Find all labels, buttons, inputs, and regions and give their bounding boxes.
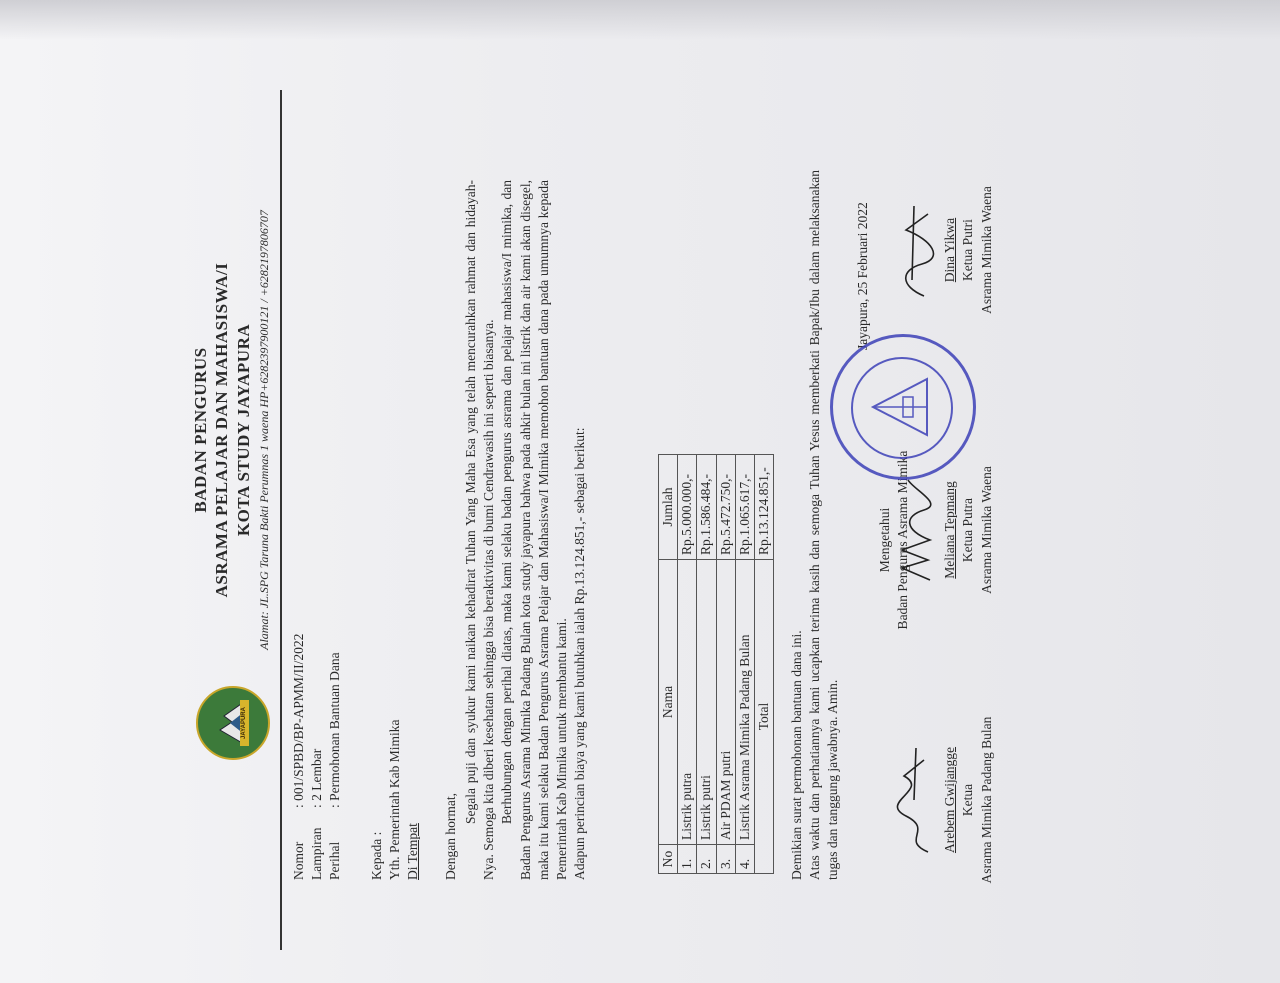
cell-nama: Listrik putra bbox=[678, 560, 697, 845]
meta-key: Perihal bbox=[327, 841, 343, 880]
organization-logo bbox=[196, 686, 270, 760]
signature-scribble bbox=[894, 740, 936, 860]
cell-jumlah: Rp.1.586.484,- bbox=[697, 455, 716, 560]
meta-nomor bbox=[290, 634, 308, 880]
body-paragraph-1: Segala puji dan syukur kami naikan kehadirat Tuhan Yang Maha Esa yang telah mencurahkan rahmat dan hidayah-Nya. Semoga kita diberi kesehatan sehingga bisa beraktivitas di bumi Cendrawasih ini seperti biasanya. bbox=[463, 180, 497, 880]
signature-scribble bbox=[894, 470, 936, 590]
recipient-kepada: Kepada : bbox=[369, 831, 384, 880]
cell-jumlah: Rp.1.065.617,- bbox=[735, 455, 754, 560]
letter-body bbox=[462, 180, 590, 880]
total-value: Rp.13.124.851,- bbox=[755, 455, 774, 560]
letterhead-line-3: KOTA STUDY JAYAPURA bbox=[233, 323, 253, 537]
meta-value: : Permohonan Bantuan Dana bbox=[327, 652, 343, 808]
cell-no: 4. bbox=[735, 845, 754, 874]
signatory-org: Asrama Mimika Padang Bulan bbox=[978, 716, 994, 884]
closing-line-1: Demikian surat permohonan bantuan dana ini. bbox=[789, 630, 804, 880]
signature-scribble bbox=[894, 190, 936, 310]
letterhead-title bbox=[190, 170, 254, 690]
table-row bbox=[697, 455, 716, 874]
cell-jumlah: Rp.5.472.750,- bbox=[716, 455, 735, 560]
letter-meta bbox=[290, 634, 345, 880]
signatory-3 bbox=[894, 150, 996, 350]
table-row bbox=[678, 455, 697, 874]
cell-no: 2. bbox=[697, 845, 716, 874]
cell-nama: Air PDAM putri bbox=[716, 560, 735, 845]
cell-no: 3. bbox=[716, 845, 735, 874]
body-paragraph-2: Berhubungan dengan perihal diatas, maka kami selaku badan pengurus asrama dan pelajar mahasiswa/I mimika, dan Badan Pengurus Asrama Mimika Padang Bulan kota study jayapura bahwa pada ahkir bulan ini listrik dan air kami akan disegel, maka itu kami selaku Badan Pengurus Asrama Pelajar dan Mahasiswa/I Mimika memohon bantuan dana pada umumnya kepada Pemerintah Kab Mimika untuk membantu kami. bbox=[499, 180, 570, 880]
letterhead bbox=[190, 90, 298, 950]
letterhead-line-2: ASRAMA PELAJAR DAN MAHASISWA/I bbox=[212, 262, 232, 598]
greeting: Dengan hormat, bbox=[443, 793, 458, 880]
header-jumlah: Jumlah bbox=[659, 455, 678, 560]
letterhead-line-1: BADAN PENGURUS bbox=[191, 347, 210, 513]
table-row bbox=[716, 455, 735, 874]
acknowledge-line-2: Badan Pengurus Asrama Mimika bbox=[895, 450, 911, 630]
cell-nama: Listrik Asrama Mimika Padang Bulan bbox=[735, 560, 754, 845]
cell-no: 1. bbox=[678, 845, 697, 874]
signatory-name: Meliana Tepmang bbox=[942, 481, 958, 579]
letter-sheet bbox=[190, 90, 994, 950]
recipient-place: Di Tempat bbox=[405, 823, 421, 880]
table-row bbox=[735, 455, 754, 874]
meta-value: : 2 Lembar bbox=[309, 748, 325, 808]
header-no: No bbox=[659, 845, 678, 874]
signatory-1 bbox=[894, 690, 996, 910]
cost-table bbox=[658, 454, 774, 874]
signatory-name: Dina Yikwa bbox=[942, 217, 958, 283]
meta-lampiran bbox=[308, 634, 326, 880]
cell-nama: Listrik putri bbox=[697, 560, 716, 845]
logo-band: JAYAPURA bbox=[240, 700, 249, 746]
meta-key: Lampiran bbox=[309, 827, 325, 880]
closing-line-2: Atas waktu dan perhatiannya kami ucapkan terima kasih dan semoga Tuhan Yesus memberkati Bapak/Ibu dalam melaksanakan tugas dan tanggung jawabnya. Amin. bbox=[807, 170, 841, 880]
table-total-row bbox=[755, 455, 774, 874]
body-paragraph-3: Adapun perincian biaya yang kami butuhkan ialah Rp.13.124.851,- sebagai berikut: bbox=[572, 427, 588, 880]
meta-key: Nomor bbox=[291, 841, 306, 880]
paper-shadow bbox=[0, 0, 1280, 40]
header-nama: Nama bbox=[659, 560, 678, 845]
recipient-name: Yth. Pemerintah Kab Mimika bbox=[387, 719, 403, 880]
signatory-role: Ketua bbox=[960, 783, 976, 817]
letterhead-address: Alamat: JL.SPG Taruna Bakti Perumnas 1 waena HP+6282397900121 / +6282197806707 bbox=[257, 210, 271, 650]
signatory-org: Asrama Mimika Waena bbox=[978, 466, 994, 594]
recipient-block bbox=[368, 720, 423, 880]
date-line: Jayapura, 25 Februari 2022 bbox=[855, 202, 870, 350]
signatory-role: Ketua Putra bbox=[960, 497, 976, 563]
signatory-role: Ketua Putri bbox=[960, 219, 976, 281]
signatory-name: Arebem Gwijangge bbox=[942, 746, 958, 854]
closing-block bbox=[788, 170, 843, 880]
signatory-org: Asrama Mimika Waena bbox=[978, 186, 994, 314]
meta-perihal bbox=[326, 634, 344, 880]
table-header-row bbox=[659, 455, 678, 874]
total-label: Total bbox=[755, 560, 774, 874]
acknowledge-line-1: Mengetahui bbox=[877, 507, 892, 573]
cell-jumlah: Rp.5.000.000,- bbox=[678, 455, 697, 560]
signatory-2 bbox=[894, 430, 996, 630]
meta-value: : 001/SPBD/BP-APMM/II/2022 bbox=[291, 633, 306, 808]
letterhead-divider bbox=[280, 90, 282, 950]
